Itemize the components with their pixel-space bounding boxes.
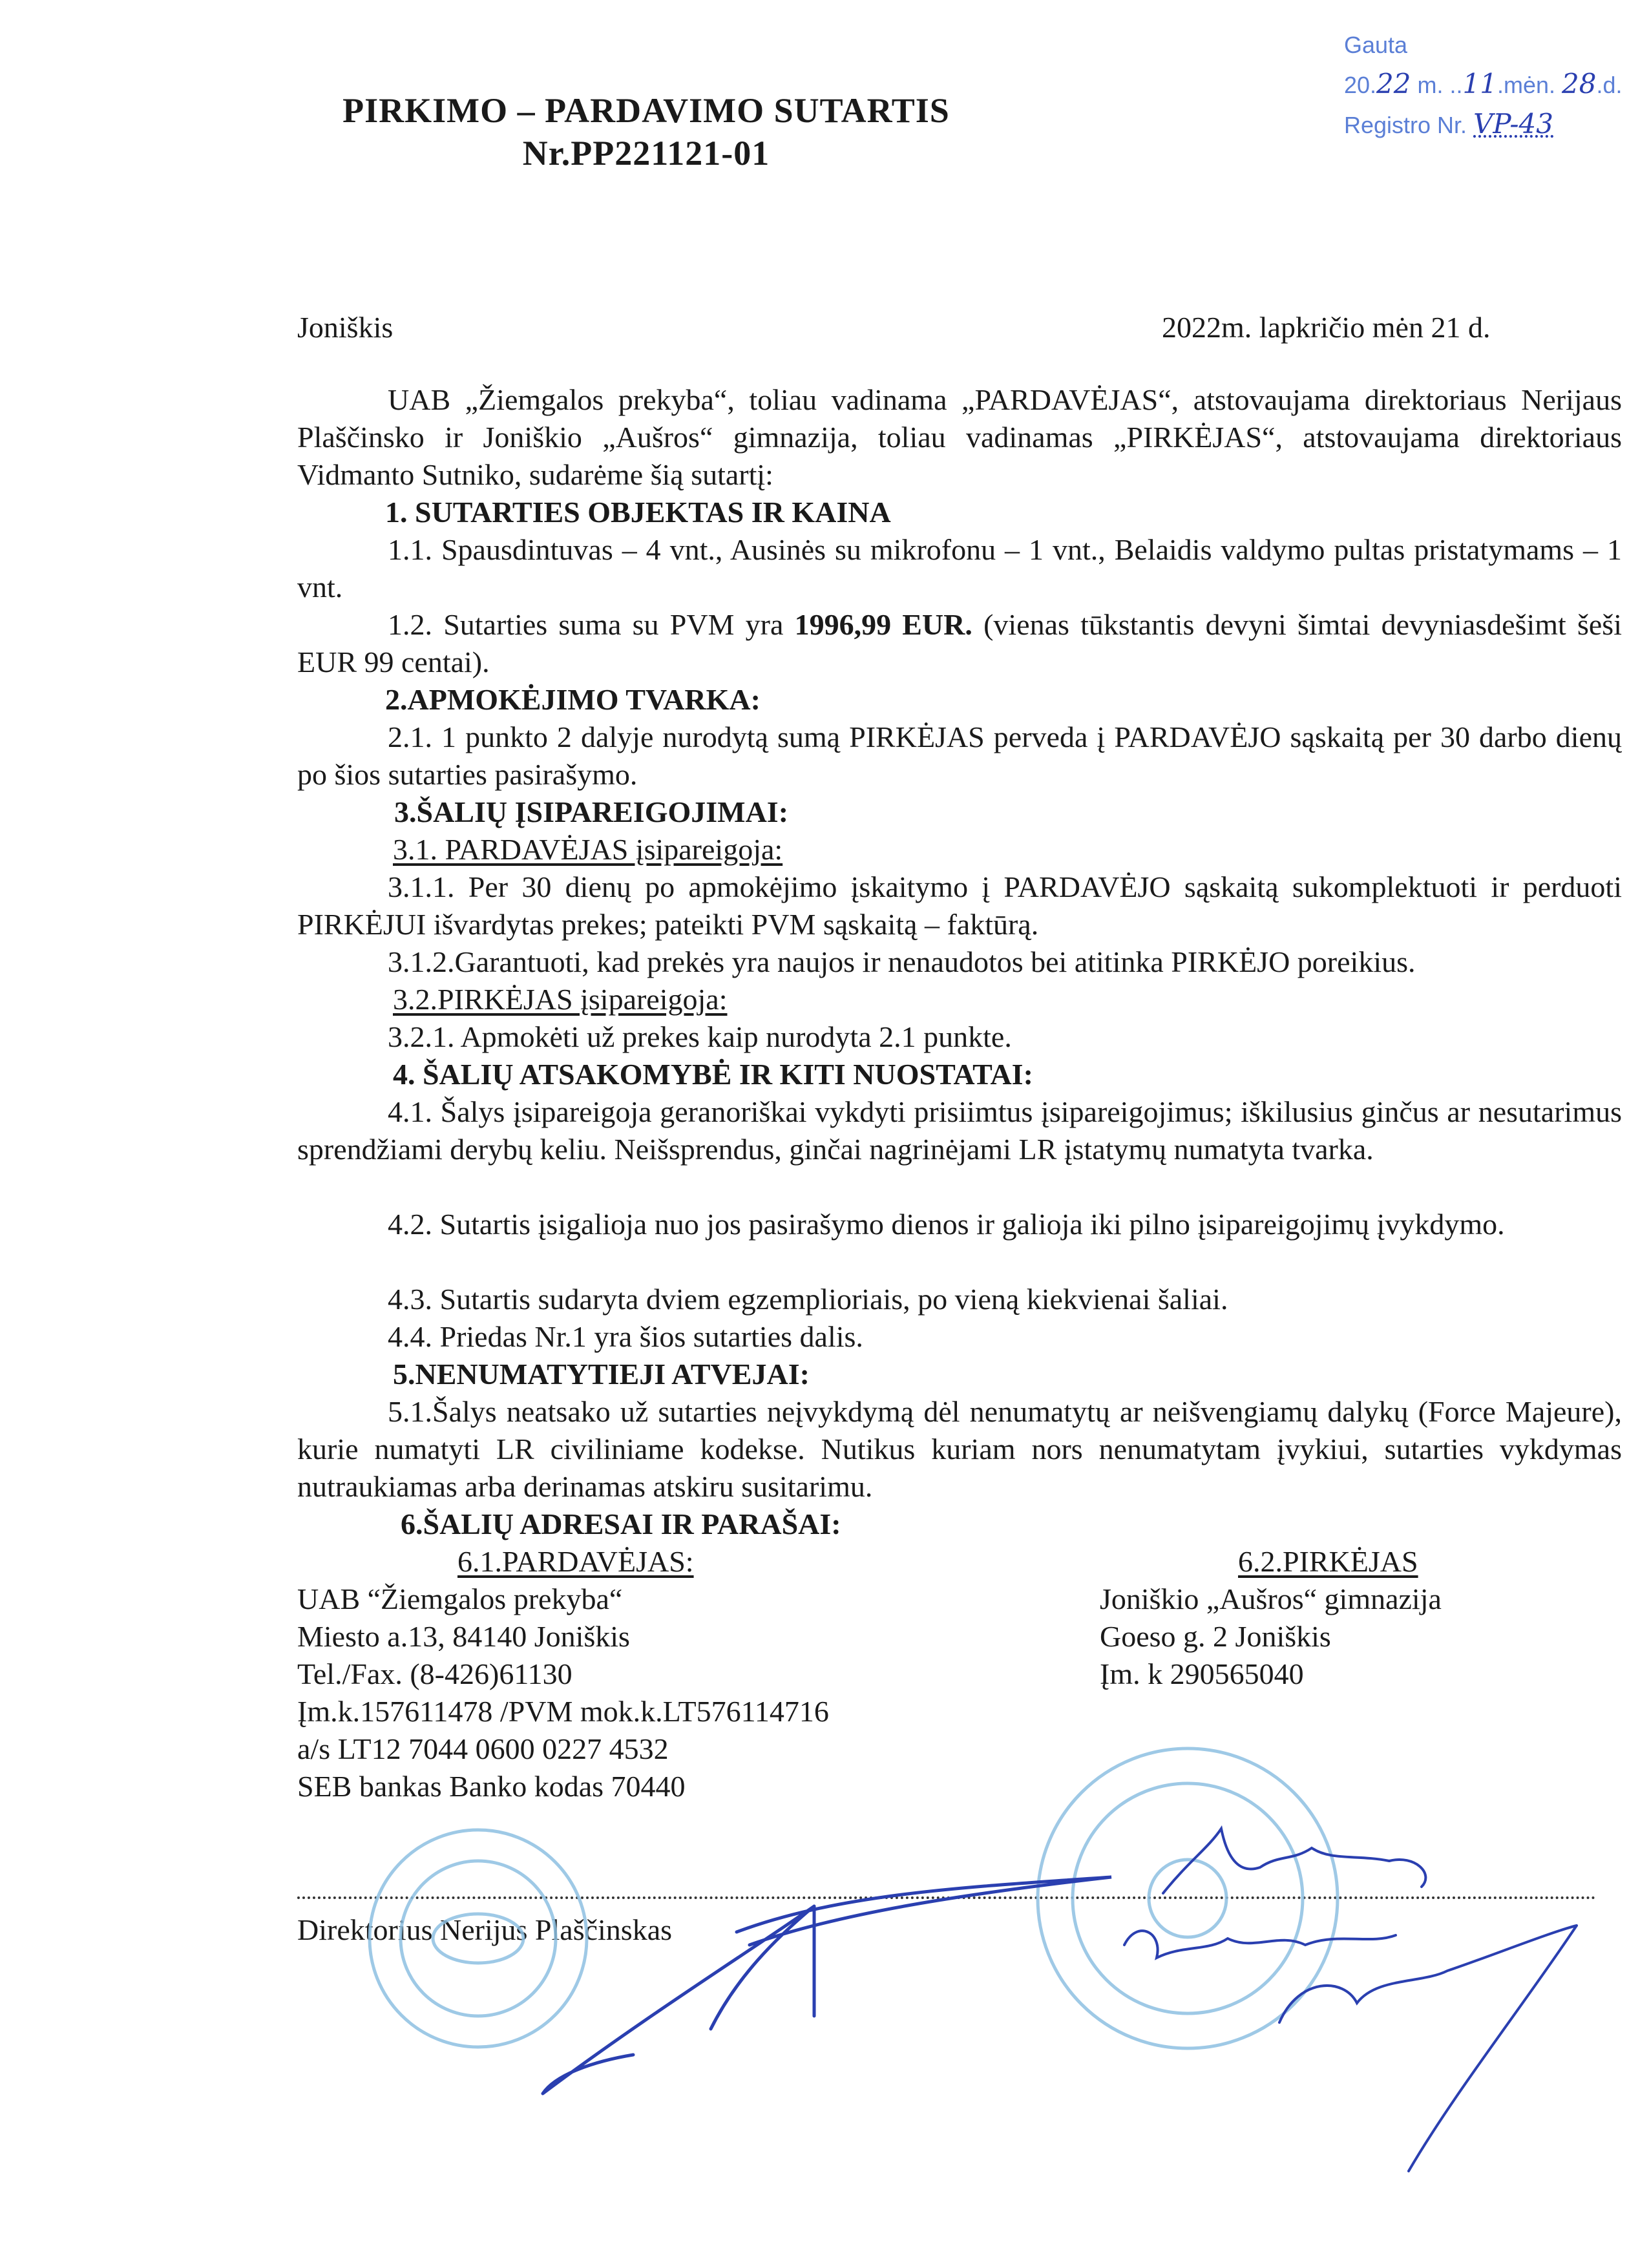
section-4-heading: 4. ŠALIŲ ATSAKOMYBĖ IR KITI NUOSTATAI:: [393, 1058, 1033, 1091]
contract-amount: 1996,99 EUR.: [794, 608, 972, 641]
contract-date: 2022m. lapkričio mėn 21 d.: [1162, 311, 1491, 344]
seller-signature: [543, 1877, 1111, 2094]
seller-round-stamp: [370, 1830, 587, 2047]
section-6-heading: 6.ŠALIŲ ADRESAI IR PARAŠAI:: [401, 1507, 841, 1540]
clause-3-1-1: 3.1.1. Per 30 dienų po apmokėjimo įskaitymo į PARDAVĖJO sąskaitą sukomplektuoti ir perduoti PIRKĖJUI išvardytas prekes; pateikti PVM sąskaitą – faktūrą.: [297, 870, 1622, 941]
received-month-suffix: .mėn.: [1497, 72, 1562, 98]
received-day-suffix: .d.: [1596, 72, 1623, 98]
document-number: Nr.PP221121-01: [522, 134, 770, 173]
section-3-heading: 3.ŠALIŲ ĮSIPAREIGOJIMAI:: [394, 795, 789, 828]
clause-1-1: 1.1. Spausdintuvas – 4 vnt., Ausinės su mikrofonu – 1 vnt., Belaidis valdymo pultas pristatymams – 1 vnt.: [297, 533, 1622, 604]
intro-paragraph: UAB „Žiemgalos prekyba“, toliau vadinama „PARDAVĖJAS“, atstovaujama direktoriaus Nerijaus Plaščinsko ir Joniškio „Aušros“ gimnazija, toliau vadinamas „PIRKĖJAS“, atstovaujama direktoriaus Vidmanto Sutniko, sudarėme šią sutartį:: [297, 383, 1622, 491]
clause-4-1: 4.1. Šalys įsipareigoja geranoriškai vykdyti prisiimtus įsipareigojimus; iškilusius ginčus ar nesutarimus sprendžiami derybų keliu. Neišsprendus, ginčai nagrinėjami LR įstatymų numatyta tvarka.: [297, 1095, 1622, 1166]
buyer-line: Goeso g. 2 Joniškis: [1100, 1620, 1331, 1653]
seller-line: a/s LT12 7044 0600 0227 4532: [297, 1732, 669, 1765]
received-year-handwritten: 22: [1376, 68, 1411, 100]
received-day-handwritten: 28: [1562, 68, 1597, 100]
clause-5-1: 5.1.Šalys neatsako už sutarties neįvykdymą dėl nenumatytų ar neišvengiamų dalykų (Force Majeure), kurie numatyti LR civiliniame kodekse. Nutikus kuriam nors nenumatytam įvykiui, sutarties vykdymas nutraukiamas arba derinamas atskiru susitarimu.: [297, 1395, 1622, 1503]
buyer-line: Joniškio „Aušros“ gimnazija: [1100, 1582, 1442, 1615]
seller-signatory: Direktorius Nerijus Plaščinskas: [297, 1913, 673, 1946]
buyer-signature-2: [1124, 1931, 1396, 1958]
clause-3-2-1: 3.2.1. Apmokėti už prekes kaip nurodyta 2.1 punkte.: [388, 1020, 1012, 1053]
clause-4-2: 4.2. Sutartis įsigalioja nuo jos pasirašymo dienos ir galioja iki pilno įsipareigojimų įvykdymo.: [388, 1208, 1505, 1241]
clause-1-2-amount-words: (vienas tūkstantis devyni šimtai devyniasdešimt šeši EUR 99 centai).: [297, 608, 1622, 678]
received-year-suffix: m. ..: [1411, 72, 1463, 98]
register-label: Registro Nr.: [1344, 112, 1474, 138]
document-title-line1: PIRKIMO – PARDAVIMO SUTARTIS: [342, 91, 950, 130]
clause-3-1-2: 3.1.2.Garantuoti, kad prekės yra naujos ir nenaudotos bei atitinka PIRKĖJO poreikius.: [388, 945, 1416, 978]
seller-heading: 6.1.PARDAVĖJAS:: [457, 1545, 694, 1578]
clause-1-2-text: 1.2. Sutarties suma su PVM yra: [388, 608, 795, 641]
buyer-heading: 6.2.PIRKĖJAS: [1238, 1545, 1418, 1578]
buyer-line: Įm. k 290565040: [1100, 1657, 1304, 1690]
section-1-heading: 1. SUTARTIES OBJEKTAS IR KAINA: [385, 496, 891, 529]
section-2-heading: 2.APMOKĖJIMO TVARKA:: [385, 683, 761, 716]
clause-3-2-heading: 3.2.PIRKĖJAS įsipareigoja:: [393, 983, 728, 1016]
seller-line: SEB bankas Banko kodas 70440: [297, 1770, 686, 1803]
clause-2-1: 2.1. 1 punkto 2 dalyje nurodytą sumą PIRKĖJAS perveda į PARDAVĖJO sąskaitą per 30 darbo dienų po šios sutarties pasirašymo.: [297, 720, 1622, 791]
received-stamp-label: Gauta: [1344, 32, 1408, 58]
section-5-heading: 5.NENUMATYTIEJI ATVEJAI:: [393, 1358, 810, 1391]
clause-4-4: 4.4. Priedas Nr.1 yra šios sutarties dalis.: [388, 1320, 863, 1353]
contract-place: Joniškis: [297, 311, 394, 344]
seller-line: UAB “Žiemgalos prekyba“: [297, 1582, 623, 1615]
seller-line: Įm.k.157611478 /PVM mok.k.LT576114716: [297, 1695, 829, 1728]
clause-4-3: 4.3. Sutartis sudaryta dviem egzemplioriais, po vieną kiekvienai šaliai.: [388, 1283, 1228, 1316]
clause-3-1-heading: 3.1. PARDAVĖJAS įsipareigoja:: [393, 833, 783, 866]
seller-line: Miesto a.13, 84140 Joniškis: [297, 1620, 630, 1653]
received-month-handwritten: 11: [1462, 68, 1497, 100]
received-year-prefix: 20.: [1344, 72, 1377, 98]
register-number-handwritten: VP-43: [1473, 108, 1553, 140]
seller-line: Tel./Fax. (8-426)61130: [297, 1657, 572, 1690]
